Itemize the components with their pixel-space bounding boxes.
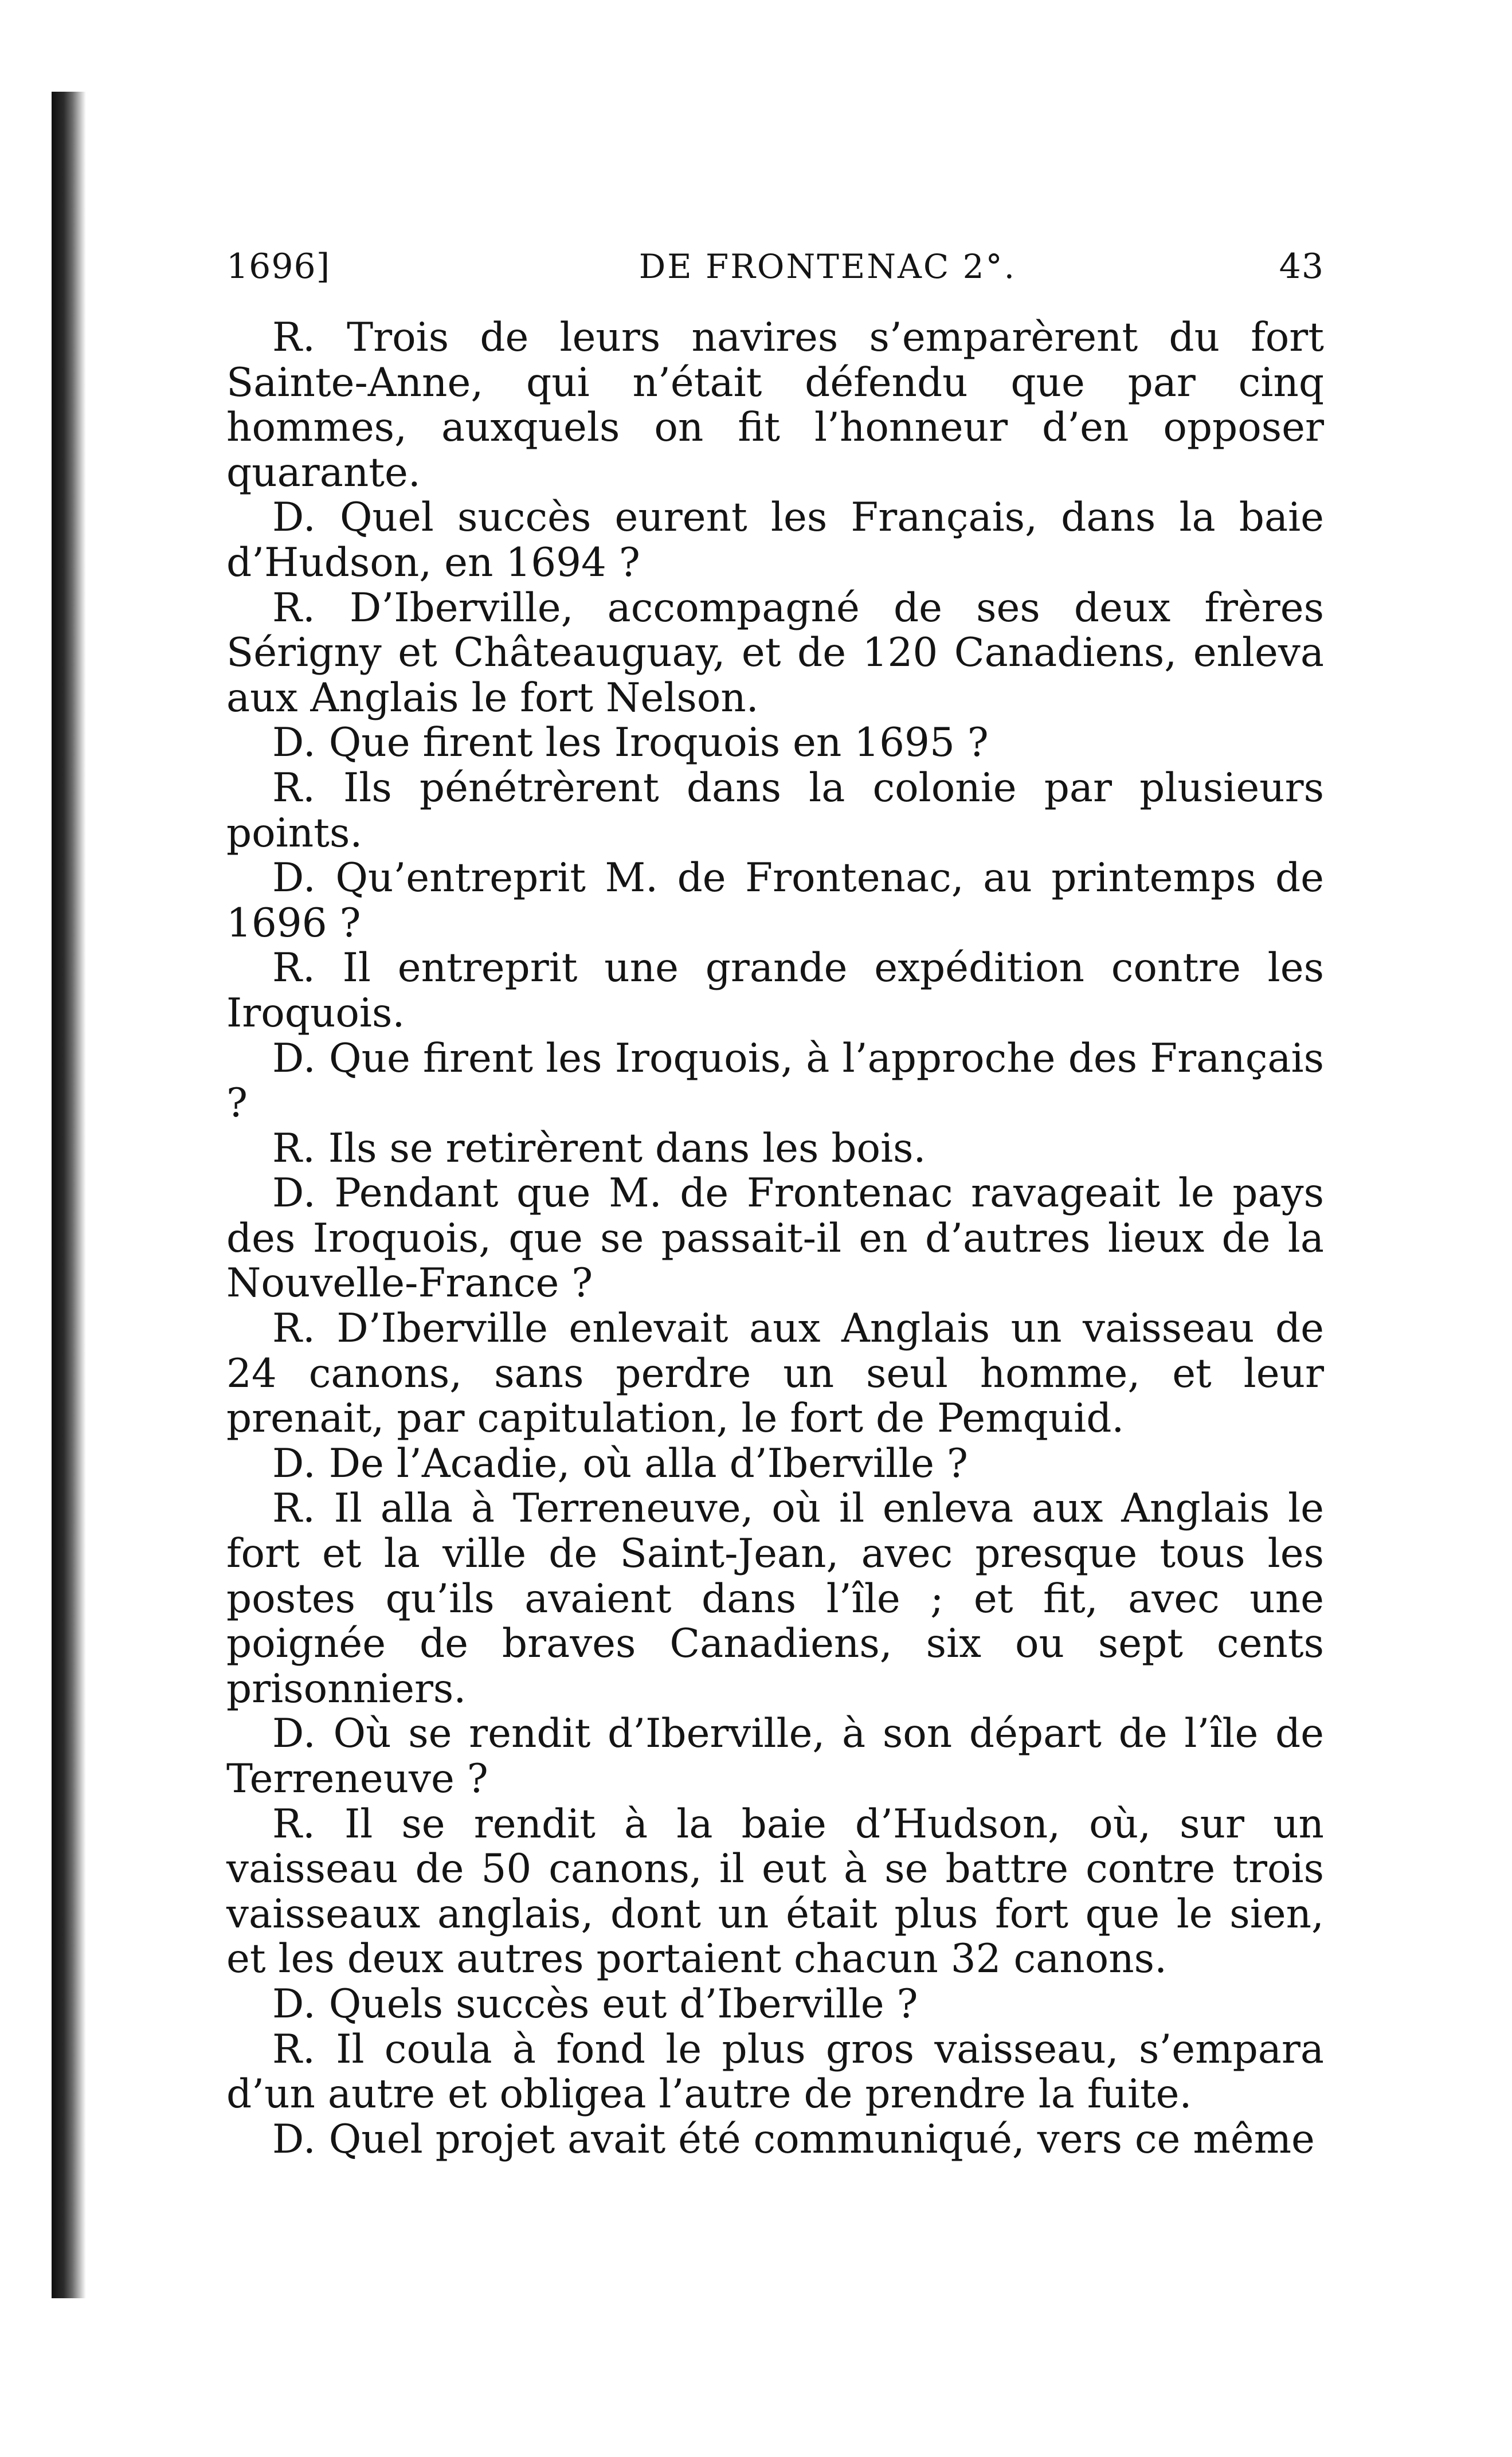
header-year: 1696] — [226, 246, 331, 287]
paragraph-text: Il se rendit à la baie d’Hudson, où, sur un vaisseau de 50 canons, il eut à se battre contre trois vaisseaux anglais, dont un était plus fort que le sien, et les deux autres portaient chacun 32 canons. — [226, 1801, 1324, 1982]
running-head — [226, 246, 1324, 309]
paragraph — [226, 856, 1324, 946]
paragraph-text: Que firent les Iroquois, à l’approche des Français ? — [226, 1035, 1325, 1127]
paragraph-text: Il coula à fond le plus gros vaisseau, s’empara d’un autre et obligea l’autre de prendre la fuite. — [226, 2026, 1324, 2118]
paragraph-text: Il alla à Terreneuve, où il enleva aux Anglais le fort et la ville de Saint-Jean, avec presque tous les postes qu’ils avaient dans l’île ; et fit, avec une poignée de braves Canadiens, six ou sept cents prisonniers. — [226, 1486, 1325, 1712]
paragraph-text: D’Iberville enlevait aux Anglais un vaisseau de 24 canons, sans perdre un seul homme, et leur prenait, par capitulation, le fort de Pemquid. — [226, 1306, 1324, 1442]
body-text — [226, 315, 1324, 2162]
paragraph-label: D. — [272, 1035, 316, 1081]
paragraph — [226, 1441, 1324, 1487]
paragraph-label: D. — [272, 1981, 316, 2027]
paragraph-label: D. — [272, 1170, 316, 1217]
paragraph-text: Quel succès eurent les Français, dans la baie d’Hudson, en 1694 ? — [226, 495, 1325, 586]
paragraph-text: Ils se retirèrent dans les bois. — [328, 1125, 926, 1171]
paragraph-text: Quels succès eut d’Iberville ? — [328, 1981, 918, 2027]
header-title: DE FRONTENAC 2°. — [639, 247, 1017, 286]
paragraph-text: Quel projet avait été communiqué, vers ce même — [328, 2116, 1315, 2162]
paragraph-label: R. — [272, 315, 316, 360]
paragraph — [226, 495, 1324, 585]
paragraph-label: R. — [272, 585, 316, 631]
paragraph — [226, 2027, 1324, 2117]
paragraph-text: De l’Acadie, où alla d’Iberville ? — [328, 1440, 968, 1487]
paragraph-label: D. — [272, 1711, 316, 1757]
paragraph — [226, 1711, 1324, 1801]
paragraph — [226, 720, 1324, 766]
paragraph-label: R. — [272, 1306, 316, 1352]
page-number: 43 — [1279, 246, 1324, 287]
paragraph-text: D’Iberville, accompagné de ses deux frères Sérigny et Châteauguay, et de 120 Canadiens, enleva aux Anglais le fort Nelson. — [226, 585, 1324, 721]
paragraph — [226, 1036, 1324, 1126]
paragraph — [226, 1126, 1324, 1171]
paragraph — [226, 766, 1324, 856]
paragraph-label: D. — [272, 1440, 316, 1487]
paragraph-text: Que firent les Iroquois en 1695 ? — [328, 720, 989, 766]
paragraph — [226, 2117, 1324, 2162]
text-column — [226, 246, 1324, 2162]
paragraph — [226, 946, 1324, 1036]
paragraph-text: Pendant que M. de Frontenac ravageait le pays des Iroquois, que se passait-il en d’autres lieux de la Nouvelle-France ? — [226, 1170, 1324, 1307]
paragraph-text: Ils pénétrèrent dans la colonie par plusieurs points. — [226, 765, 1324, 856]
paragraph-label: R. — [272, 765, 316, 811]
paragraph-label: R. — [272, 1125, 316, 1171]
paragraph-label: R. — [272, 1801, 316, 1847]
paragraph-label: D. — [272, 495, 316, 541]
binding-shadow — [52, 92, 86, 2298]
paragraph-label: R. — [272, 2026, 316, 2072]
paragraph-text: Qu’entreprit M. de Frontenac, au printemps de 1696 ? — [226, 855, 1324, 946]
paragraph-label: D. — [272, 855, 316, 902]
paragraph — [226, 315, 1324, 495]
paragraph-label: D. — [272, 2116, 316, 2162]
paragraph-text: Où se rendit d’Iberville, à son départ de l’île de Terreneuve ? — [226, 1711, 1325, 1802]
paragraph — [226, 1486, 1324, 1711]
paragraph — [226, 1306, 1324, 1441]
paragraph — [226, 1802, 1324, 1982]
paragraph-text: Trois de leurs navires s’emparèrent du fort Sainte-Anne, qui n’était défendu que par cinq hommes, auxquels on fit l’honneur d’en opposer quarante. — [226, 315, 1324, 496]
paragraph — [226, 586, 1324, 721]
paragraph-label: D. — [272, 720, 316, 766]
paragraph — [226, 1982, 1324, 2027]
paragraph — [226, 1171, 1324, 1306]
paragraph-text: Il entreprit une grande expédition contre les Iroquois. — [226, 945, 1324, 1036]
paragraph-label: R. — [272, 945, 316, 992]
paragraph-label: R. — [272, 1486, 316, 1532]
